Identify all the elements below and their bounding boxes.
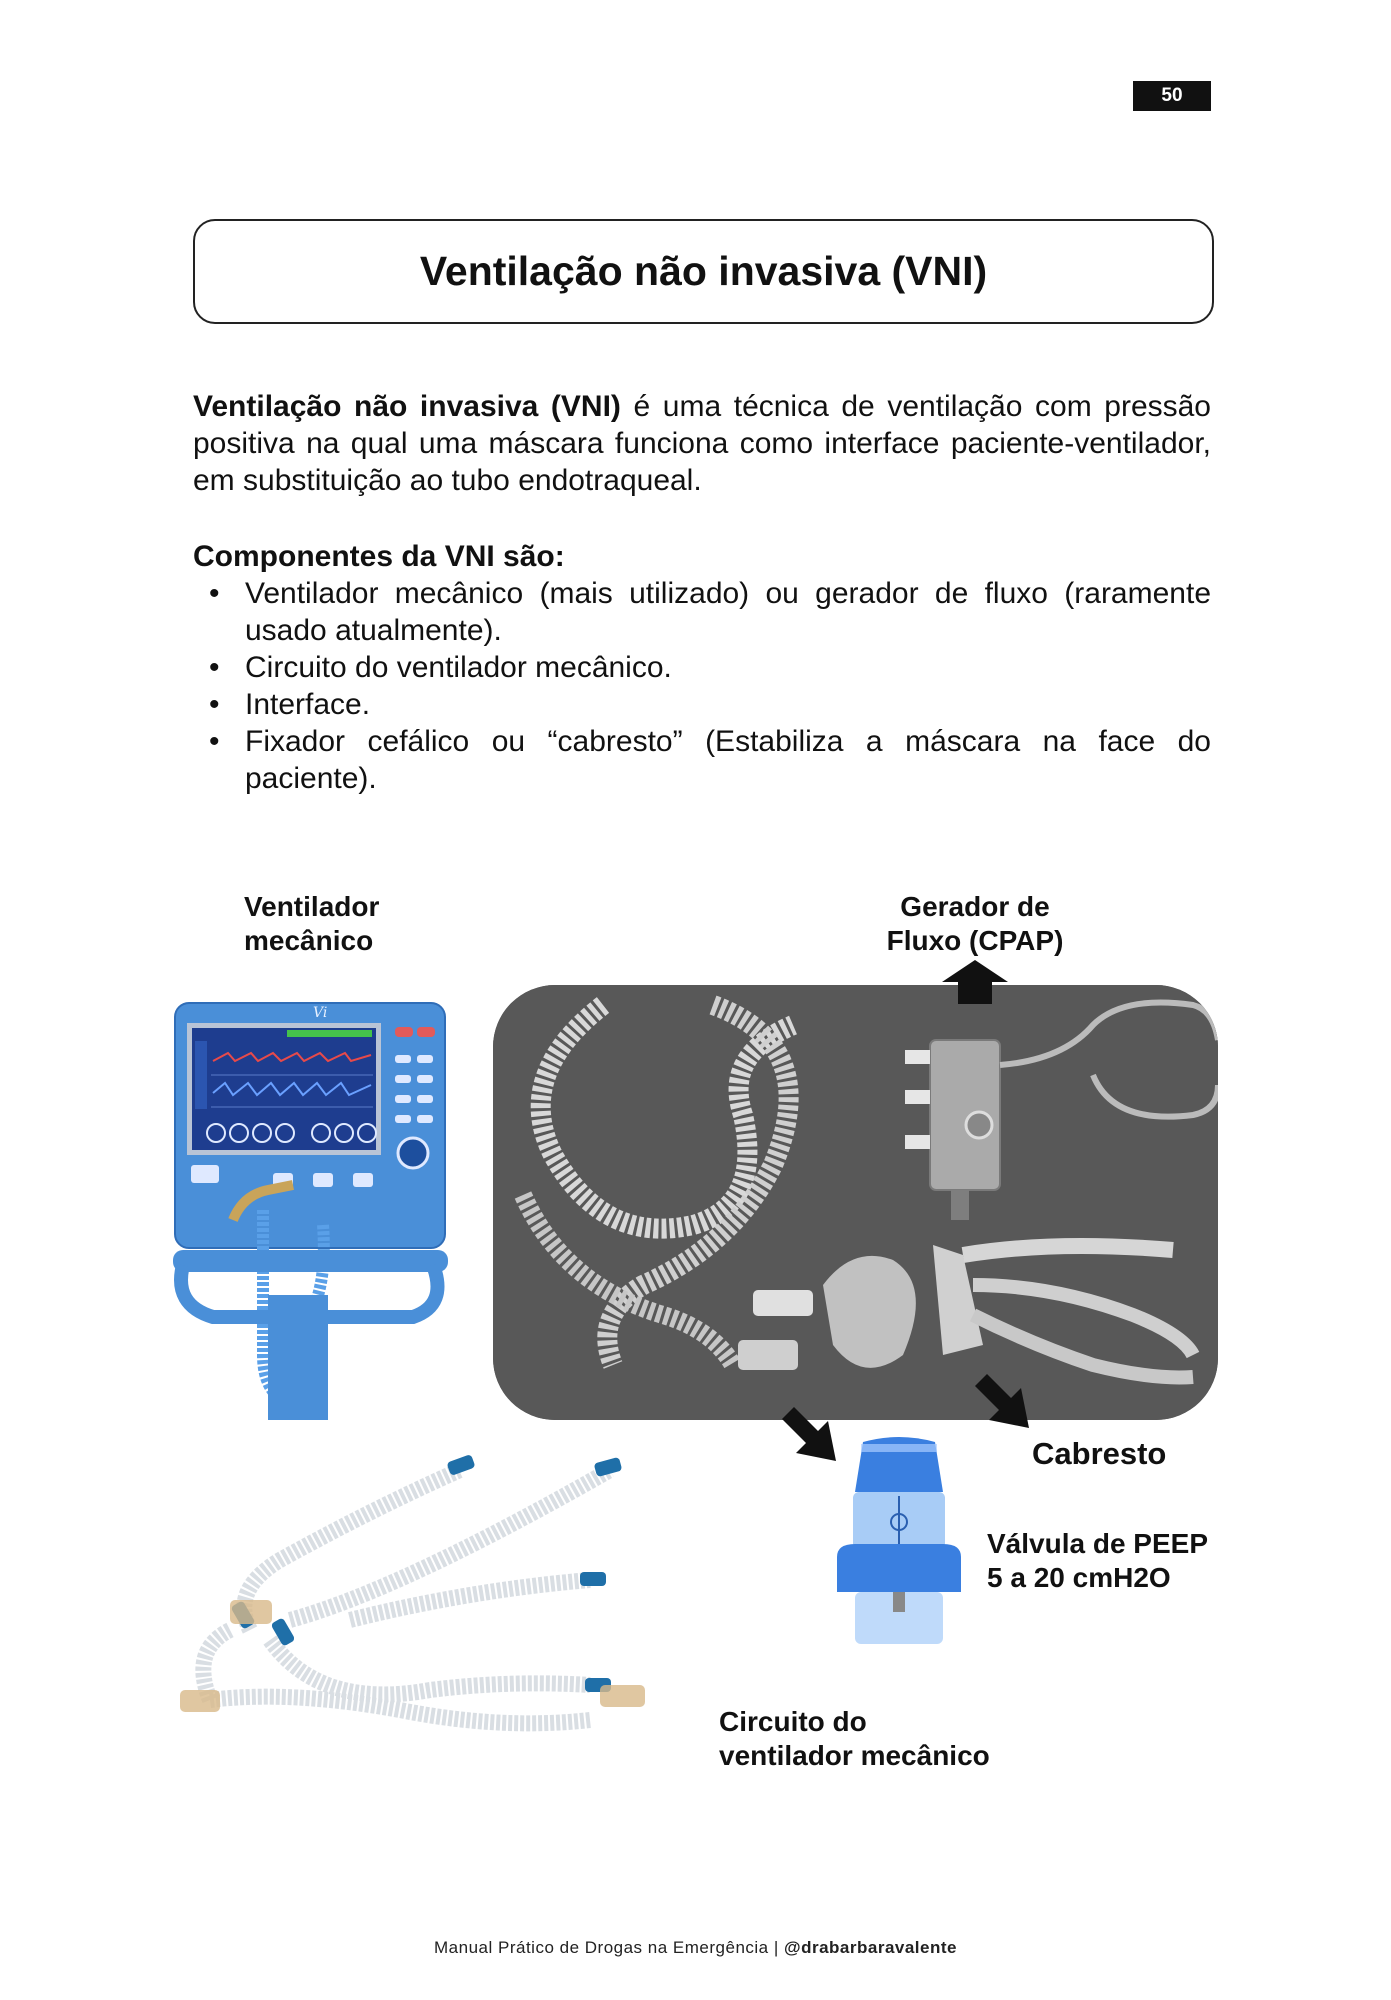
page-title: Ventilação não invasiva (VNI): [419, 248, 988, 294]
circuit-label: [719, 1705, 990, 1773]
vni-equipment-drawing: [493, 985, 1218, 1420]
peep-valve-label-line2: 5 a 20 cmH2O: [987, 1562, 1171, 1593]
components-list: [193, 575, 1211, 797]
arrow-down-right-icon: [973, 1372, 1031, 1430]
peep-valve-image: [833, 1432, 965, 1654]
footer: [0, 1938, 1391, 1958]
list-item: • Ventilador mecânico (mais utilizado) ou gerador de fluxo (raramente usado atualmente).: [193, 575, 1211, 649]
page-number: 50: [1133, 81, 1211, 111]
intro-paragraph: [193, 388, 1211, 499]
flow-generator-label: [880, 890, 1070, 958]
title-box: [193, 219, 1214, 324]
halter-label: Cabresto: [1032, 1436, 1167, 1471]
intro-text: é uma técnica de ventilação com pressão positiva na qual uma máscara funciona como interface paciente-ventilador, em substituição ao tubo endotraqueal.: [193, 390, 1211, 497]
footer-handle: @drabarbaravalente: [784, 1938, 957, 1957]
list-item: • Circuito do ventilador mecânico.: [193, 649, 1211, 686]
ventilator-image: [173, 995, 448, 1420]
arrow-down-right-icon: [780, 1405, 838, 1463]
list-item: • Fixador cefálico ou “cabresto” (Estabiliza a máscara na face do paciente).: [193, 723, 1211, 797]
circuit-image: [170, 1450, 710, 1770]
ventilator-label-line2: mecânico: [244, 925, 374, 956]
svg-text:Vi: Vi: [313, 1005, 328, 1021]
footer-text: Manual Prático de Drogas na Emergência |: [434, 1938, 784, 1957]
vni-equipment-photo: [493, 985, 1218, 1420]
peep-valve-label: [987, 1527, 1208, 1595]
flow-generator-label-line1: Gerador de: [900, 891, 1050, 922]
ventilator-label-line1: Ventilador: [244, 891, 380, 922]
intro-bold-term: Ventilação não invasiva (VNI): [193, 390, 621, 423]
list-item: • Interface.: [193, 686, 1211, 723]
circuit-label-line1: Circuito do: [719, 1706, 867, 1737]
arrow-up-icon: [940, 958, 1010, 1006]
ventilator-label: [244, 890, 379, 958]
flow-generator-label-line2: Fluxo (CPAP): [886, 925, 1064, 956]
components-title: Componentes da VNI são:: [193, 540, 565, 573]
peep-valve-label-line1: Válvula de PEEP: [987, 1528, 1208, 1559]
circuit-label-line2: ventilador mecânico: [719, 1740, 990, 1771]
